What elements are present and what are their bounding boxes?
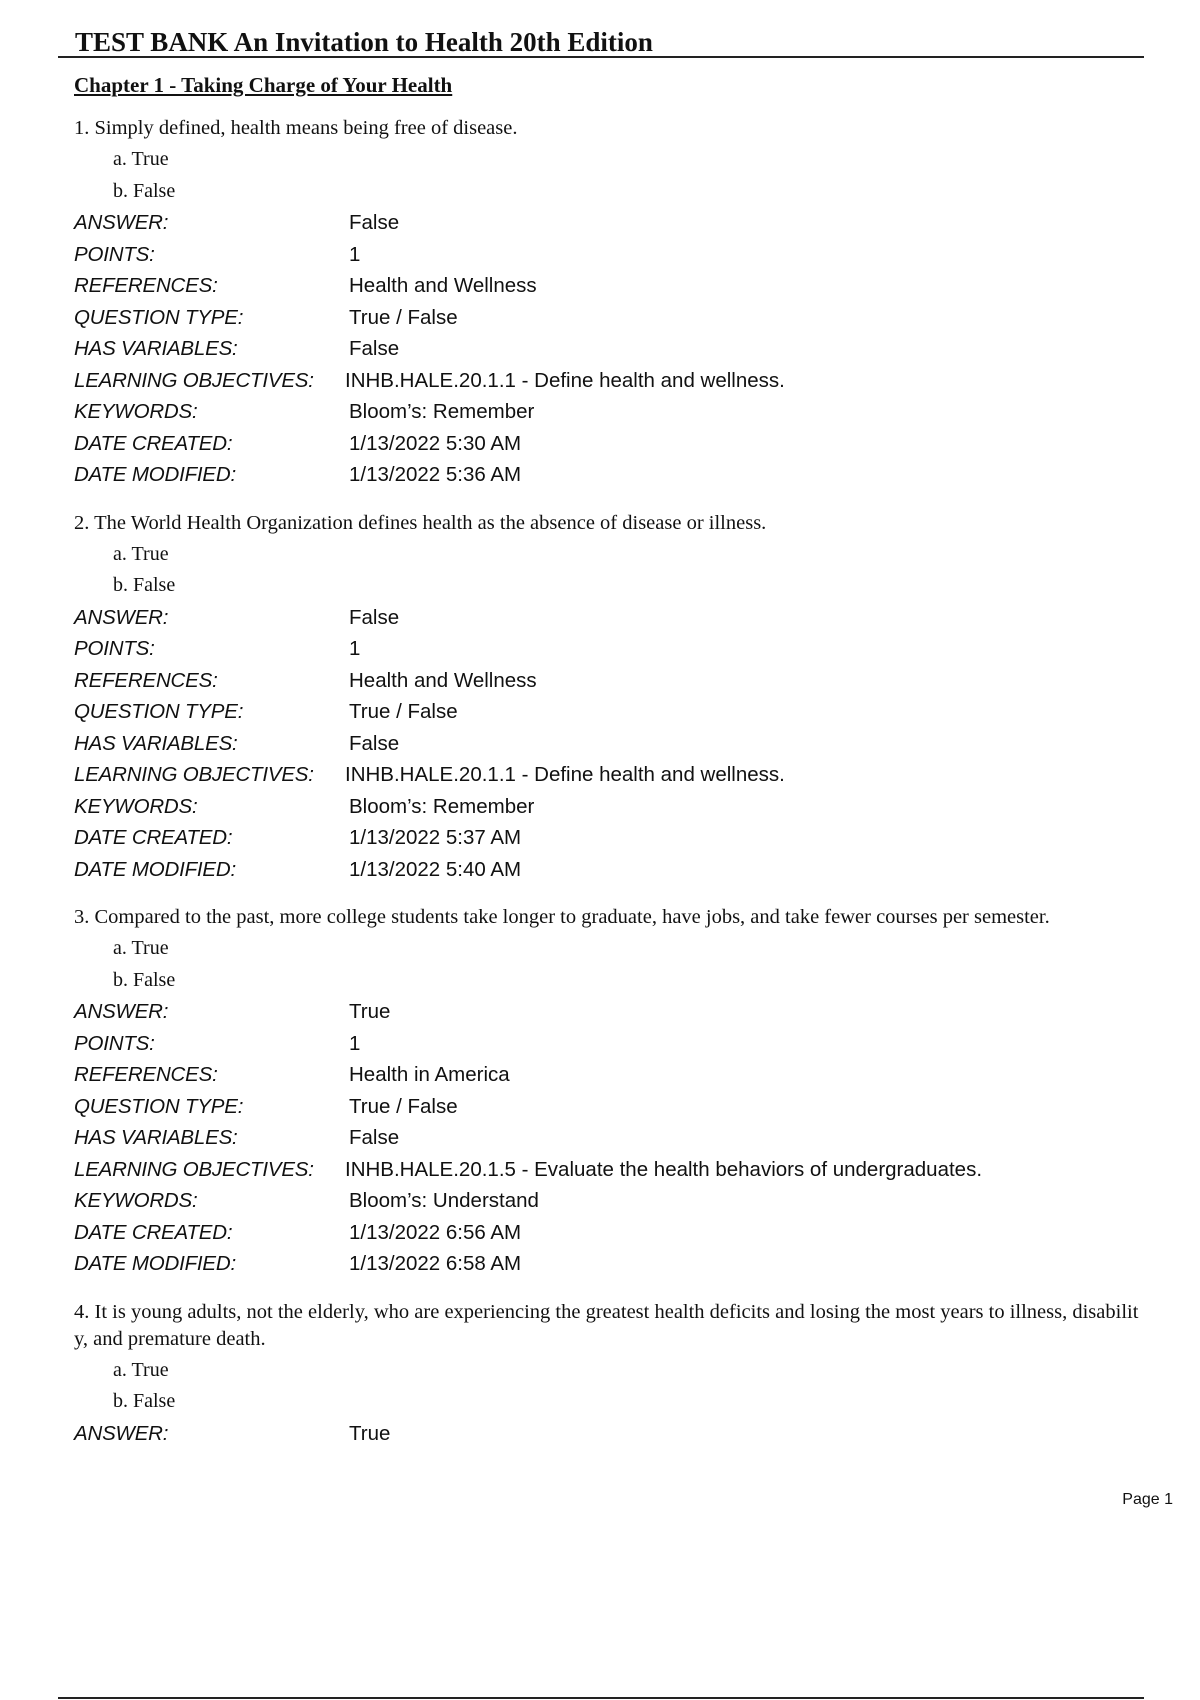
date-modified-value: 1/13/2022 5:36 AM [349, 463, 522, 486]
date-modified-label: DATE MODIFIED: [74, 857, 236, 881]
learning-objectives-value: INHB.HALE.20.1.5 - Evaluate the health behaviors of undergraduates. [345, 1157, 983, 1181]
has-variables-value: False [349, 1126, 400, 1149]
page-number: Page 1 [1122, 1491, 1173, 1508]
date-created-row [74, 1217, 1144, 1249]
answer-choices [113, 933, 1144, 996]
points-row [74, 239, 1144, 271]
points-value: 1 [349, 637, 361, 660]
learning-objectives-label: LEARNING OBJECTIVES: [74, 368, 314, 392]
date-modified-value: 1/13/2022 5:40 AM [349, 857, 522, 881]
references-value: Health and Wellness [349, 274, 537, 297]
answer-choices [113, 1355, 1144, 1418]
keywords-row [74, 1185, 1144, 1217]
date-created-value: 1/13/2022 5:37 AM [349, 826, 522, 849]
answer-row [74, 602, 1144, 634]
points-row [74, 633, 1144, 665]
points-label: POINTS: [74, 1031, 155, 1055]
learning-objectives-value: INHB.HALE.20.1.1 - Define health and wellness. [345, 368, 785, 392]
choice-true: a. True [113, 1358, 169, 1381]
keywords-value: Bloom’s: Remember [349, 794, 535, 818]
keywords-value: Bloom’s: Remember [349, 400, 535, 423]
date-modified-label: DATE MODIFIED: [74, 1252, 236, 1275]
question-type-row [74, 1091, 1144, 1123]
question-type-label: QUESTION TYPE: [74, 700, 244, 723]
date-modified-row [74, 459, 1144, 491]
answer-value: True [349, 1000, 391, 1023]
has-variables-value: False [349, 337, 400, 360]
answer-label: ANSWER: [74, 605, 169, 629]
has-variables-row [74, 333, 1144, 365]
choice-false: b. False [113, 574, 176, 596]
date-modified-label: DATE MODIFIED: [74, 463, 236, 486]
learning-objectives-row [74, 1154, 1144, 1186]
date-created-label: DATE CREATED: [74, 431, 233, 455]
has-variables-row [74, 728, 1144, 760]
references-row [74, 1059, 1144, 1091]
date-created-label: DATE CREATED: [74, 1220, 233, 1244]
has-variables-row [74, 1122, 1144, 1154]
question-type-row [74, 302, 1144, 334]
references-value: Health in America [349, 1063, 510, 1086]
title-divider [58, 56, 1144, 58]
date-modified-row [74, 1248, 1144, 1280]
answer-row [74, 1418, 1144, 1450]
points-label: POINTS: [74, 242, 155, 266]
question-1 [74, 115, 1144, 491]
question-3 [74, 904, 1144, 1280]
has-variables-label: HAS VARIABLES: [74, 1126, 238, 1149]
references-row [74, 270, 1144, 302]
answer-label: ANSWER: [74, 1000, 169, 1023]
choice-true: a. True [113, 148, 169, 170]
choice-false: b. False [113, 968, 176, 991]
choice-false: b. False [113, 179, 176, 202]
has-variables-label: HAS VARIABLES: [74, 337, 238, 360]
question-list [74, 115, 1144, 1468]
footer-divider [58, 1697, 1144, 1699]
points-row [74, 1028, 1144, 1060]
answer-value: False [349, 605, 400, 629]
choice-true: a. True [113, 937, 169, 959]
learning-objectives-label: LEARNING OBJECTIVES: [74, 763, 314, 786]
date-modified-row [74, 854, 1144, 886]
points-value: 1 [349, 1031, 361, 1055]
date-created-row [74, 428, 1144, 460]
answer-label: ANSWER: [74, 1421, 169, 1445]
answer-choices [113, 144, 1144, 207]
date-created-value: 1/13/2022 5:30 AM [349, 431, 522, 455]
answer-value: True [349, 1421, 391, 1445]
question-type-label: QUESTION TYPE: [74, 305, 244, 329]
question-2 [74, 510, 1144, 886]
question-4 [74, 1299, 1144, 1450]
answer-row [74, 207, 1144, 239]
has-variables-value: False [349, 731, 400, 755]
choice-true: a. True [113, 542, 169, 565]
keywords-label: KEYWORDS: [74, 1189, 198, 1212]
answer-choices [113, 539, 1144, 602]
question-type-value: True / False [349, 1094, 458, 1118]
chapter-heading: Chapter 1 - Taking Charge of Your Health [74, 73, 453, 97]
date-modified-value: 1/13/2022 6:58 AM [349, 1252, 522, 1275]
keywords-label: KEYWORDS: [74, 400, 198, 423]
points-value: 1 [349, 242, 361, 266]
points-label: POINTS: [74, 637, 155, 660]
question-stem: 3. Compared to the past, more college students take longer to graduate, have jobs, and take fewer courses per semester. [74, 906, 1050, 928]
learning-objectives-value: INHB.HALE.20.1.1 - Define health and wellness. [345, 763, 785, 786]
keywords-row [74, 396, 1144, 428]
date-created-value: 1/13/2022 6:56 AM [349, 1220, 522, 1244]
question-stem: 2. The World Health Organization defines health as the absence of disease or illness. [74, 511, 767, 534]
choice-false: b. False [113, 1390, 176, 1412]
question-type-value: True / False [349, 305, 458, 329]
references-label: REFERENCES: [74, 668, 218, 692]
date-created-row [74, 822, 1144, 854]
has-variables-label: HAS VARIABLES: [74, 731, 238, 755]
date-created-label: DATE CREATED: [74, 826, 233, 849]
answer-label: ANSWER: [74, 211, 169, 234]
question-stem: 4. It is young adults, not the elderly, who are experiencing the greatest health deficits and losing the most years to illness, disability, and premature death. [74, 1300, 1139, 1350]
references-value: Health and Wellness [349, 668, 537, 692]
references-label: REFERENCES: [74, 274, 218, 297]
references-row [74, 665, 1144, 697]
learning-objectives-row [74, 759, 1144, 791]
answer-row [74, 996, 1144, 1028]
learning-objectives-label: LEARNING OBJECTIVES: [74, 1157, 314, 1181]
keywords-value: Bloom’s: Understand [349, 1189, 539, 1212]
keywords-label: KEYWORDS: [74, 794, 198, 818]
question-type-label: QUESTION TYPE: [74, 1094, 244, 1118]
keywords-row [74, 791, 1144, 823]
answer-value: False [349, 211, 400, 234]
document-title: TEST BANK An Invitation to Health 20th Edition [75, 27, 653, 57]
question-type-value: True / False [349, 700, 458, 723]
learning-objectives-row [74, 365, 1144, 397]
question-stem: 1. Simply defined, health means being free of disease. [74, 117, 518, 139]
question-type-row [74, 696, 1144, 728]
references-label: REFERENCES: [74, 1063, 218, 1086]
